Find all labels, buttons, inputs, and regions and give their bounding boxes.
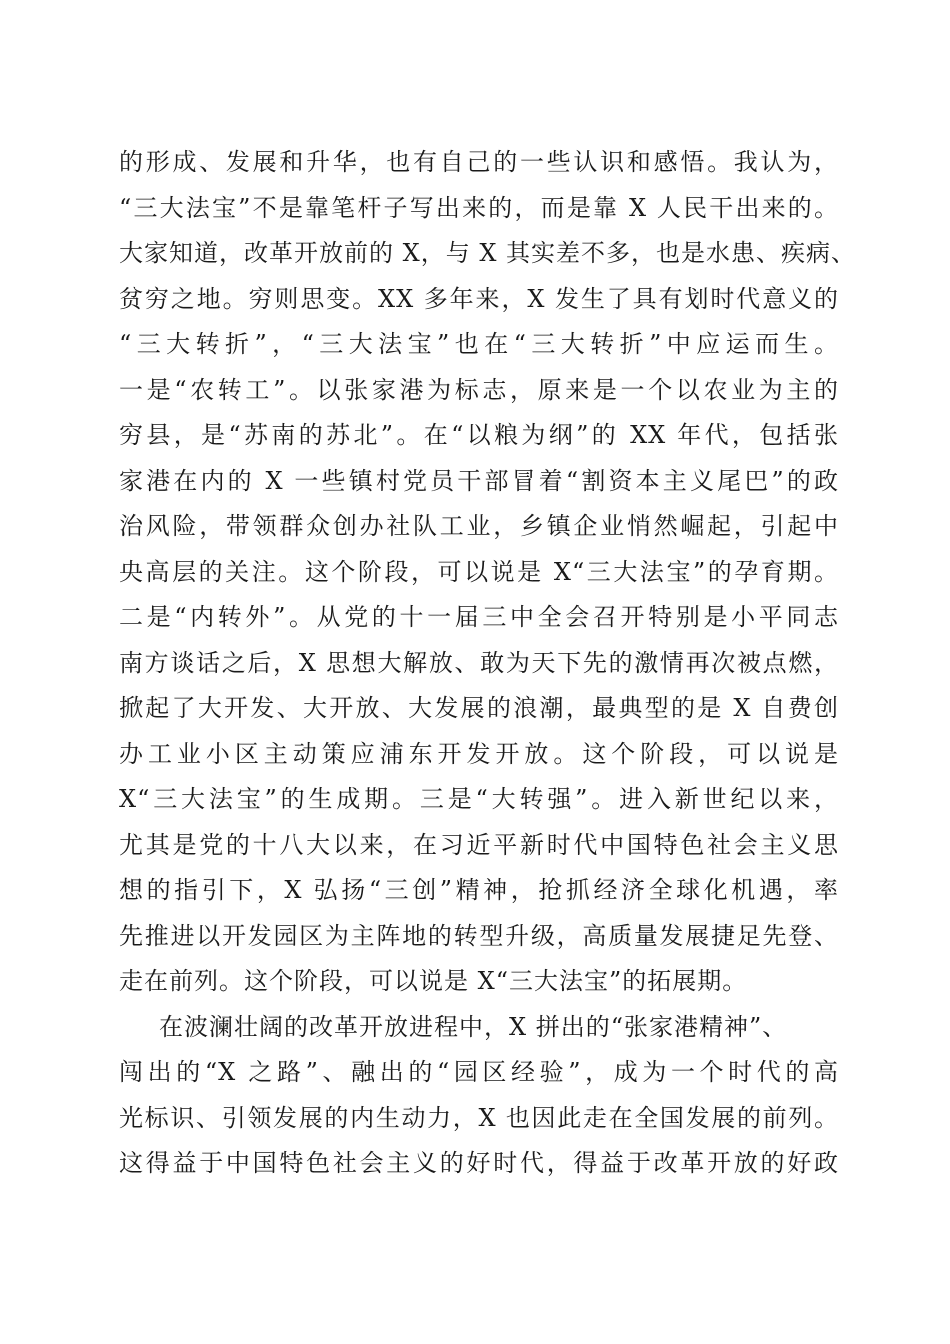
text-line-21: 闯出的“X 之路”、融出的“园区经验”，成为一个时代的高 [119, 1058, 839, 1086]
text-line-17: 想的指引下，X 弘扬“三创”精神，抢抓经济全球化机遇，率 [119, 876, 839, 904]
text-line-20: 在波澜壮阔的改革开放进程中，X 拼出的“张家港精神”、 [159, 1012, 788, 1041]
text-line-15: X“三大法宝”的生成期。三是“大转强”。进入新世纪以来， [119, 785, 839, 813]
body-text [119, 140, 857, 1187]
text-line-11: 二是“内转外”。从党的十一届三中全会召开特别是小平同志 [119, 603, 839, 631]
text-line-2: “三大法宝”不是靠笔杆子写出来的，而是靠 X 人民干出来的。 [119, 193, 839, 222]
text-line-18: 先推进以开发园区为主阵地的转型升级，高质量发展捷足先登、 [119, 921, 839, 950]
text-line-7: 穷县，是“苏南的苏北”。在“以粮为纲”的 XX 年代，包括张 [119, 421, 839, 449]
text-line-9: 治风险，带领群众创办社队工业，乡镇企业悄然崛起，引起中 [119, 512, 839, 540]
text-line-6: 一是“农转工”。以张家港为标志，原来是一个以农业为主的 [119, 375, 839, 404]
text-line-16: 尤其是党的十八大以来，在习近平新时代中国特色社会主义思 [119, 830, 839, 859]
text-line-4: 贫穷之地。穷则思变。XX 多年来，X 发生了具有划时代意义的 [119, 284, 839, 313]
text-line-8: 家港在内的 X 一些镇村党员干部冒着“割资本主义尾巴”的政 [119, 466, 839, 495]
text-line-10: 央高层的关注。这个阶段，可以说是 X“三大法宝”的孕育期。 [119, 557, 839, 586]
text-line-13: 掀起了大开发、大开放、大发展的浪潮，最典型的是 X 自费创 [119, 694, 839, 722]
text-line-1: 的形成、发展和升华，也有自己的一些认识和感悟。我认为， [119, 148, 839, 176]
text-line-23: 这得益于中国特色社会主义的好时代，得益于改革开放的好政 [119, 1149, 839, 1177]
text-line-14: 办工业小区主动策应浦东开发开放。这个阶段，可以说是 [119, 739, 839, 768]
text-line-12: 南方谈话之后，X 思想大解放、敢为天下先的激情再次被点燃， [119, 648, 839, 677]
text-line-22: 光标识、引领发展的内生动力，X 也因此走在全国发展的前列。 [119, 1103, 839, 1132]
text-line-3: 大家知道，改革开放前的 X，与 X 其实差不多，也是水患、疾病、 [119, 239, 857, 267]
text-line-5: “三大转折”，“三大法宝”也在“三大转折”中应运而生。 [119, 330, 839, 358]
text-line-19: 走在前列。这个阶段，可以说是 X“三大法宝”的拓展期。 [119, 967, 748, 995]
